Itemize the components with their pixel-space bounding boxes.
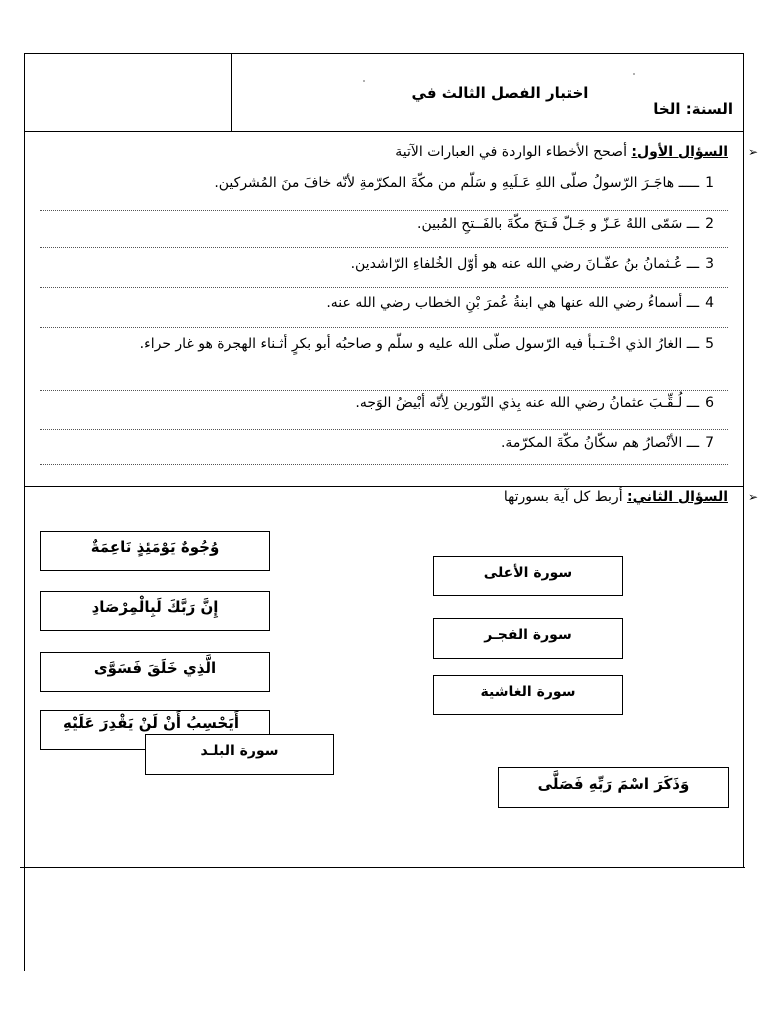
frame-left-border — [24, 53, 25, 971]
surah-box: سورة البلـد — [145, 734, 334, 775]
list-item — [38, 334, 714, 354]
list-item — [38, 254, 714, 274]
item-text: ـــــ هاجَـرَ الرّسولُ صلّى اللهِ عَـلَيهِ و سَلّم من مكّةَ المكرّمةِ لأنّه خافَ منَ المُشركين. — [214, 175, 700, 191]
frame-top-border — [24, 53, 744, 54]
exam-title: اختبار الفصل الثالث في — [411, 84, 589, 102]
item-number: 2 — [705, 216, 714, 232]
question-1-instruction: أصحح الأخطاء الواردة في العبارات الآتية — [395, 144, 627, 160]
answer-line — [40, 287, 728, 288]
question-2-instruction: أربط كل آية بسورتها — [503, 489, 623, 505]
verse-box: وُجُوهٌ يَوْمَئِذٍ نَاعِمَةٌ — [40, 531, 270, 571]
answer-line — [40, 247, 728, 248]
answer-line — [40, 390, 728, 391]
surah-box: سورة الأعلى — [433, 556, 623, 596]
year-label: السنة: الخا — [653, 100, 733, 118]
item-text: ـــ أسماءُ رضي الله عنها هي ابنةُ عُمرَ بْنِ الخطاب رضي الله عنه. — [326, 295, 700, 311]
item-text: ـــ سَمّى اللهُ عَـزّ و جَـلّ فَـتحَ مكّةَ بالفَــتحِ المُبين. — [417, 216, 700, 232]
frame-bottom-rule — [20, 867, 745, 868]
question-1-heading — [395, 143, 758, 161]
item-text: ـــ الأنْصارُ هم سكّانُ مكّةَ المكرّمة. — [500, 435, 700, 451]
header-bottom-border — [24, 131, 744, 132]
answer-line — [40, 464, 728, 465]
item-text: ـــ الغارُ الذي اخْـتـبأ فيه الرّسول صلّى الله عليه و سلّم و صاحبُه أبو بكرٍ أثـناء الهجرة هو غار حراء. — [139, 336, 700, 352]
section-divider — [24, 486, 744, 487]
list-item — [38, 214, 714, 234]
verse-box: وَذَكَرَ اسْمَ رَبِّهِ فَصَلَّى — [498, 767, 729, 808]
surah-box: سورة الغاشية — [433, 675, 623, 715]
item-number: 3 — [705, 256, 714, 272]
item-number: 6 — [705, 395, 714, 411]
list-item — [38, 393, 714, 413]
item-text: ـــ عُـثمانُ بنُ عفّـانَ رضي الله عنه هو أوّل الخُلفاءِ الرّاشدين. — [350, 256, 700, 272]
arrow-bullet-icon: ➢ — [747, 490, 758, 504]
answer-line — [40, 210, 728, 211]
item-text: ـــ لُـقِّـبَ عثمانُ رضي الله عنه بِذي النّورين لِأنّه أبْيضُ الوَجه. — [355, 395, 700, 411]
item-number: 4 — [705, 295, 714, 311]
list-item — [38, 173, 714, 193]
arrow-bullet-icon: ➢ — [747, 145, 758, 159]
verse-box: الَّذِي خَلَقَ فَسَوَّى — [40, 652, 270, 692]
frame-right-border — [743, 53, 744, 868]
verse-box: أَيَحْسِبُ أَنْ لَنْ يَقْدِرَ عَلَيْهِ — [40, 710, 270, 750]
header-divider — [231, 53, 232, 131]
question-2-heading — [503, 488, 758, 506]
item-number: 7 — [705, 435, 714, 451]
scan-speck — [633, 73, 635, 75]
surah-box: سورة الفجـر — [433, 618, 623, 659]
answer-line — [40, 327, 728, 328]
question-1-label: السؤال الأول: — [631, 144, 728, 160]
item-number: 1 — [705, 175, 714, 191]
question-2-label: السؤال الثاني: — [627, 489, 728, 505]
list-item — [38, 433, 714, 453]
item-number: 5 — [705, 336, 714, 352]
verse-box: إِنَّ رَبَّكَ لَبِالْمِرْصَادِ — [40, 591, 270, 631]
list-item — [38, 293, 714, 313]
scan-speck — [363, 80, 365, 82]
answer-line — [40, 429, 728, 430]
